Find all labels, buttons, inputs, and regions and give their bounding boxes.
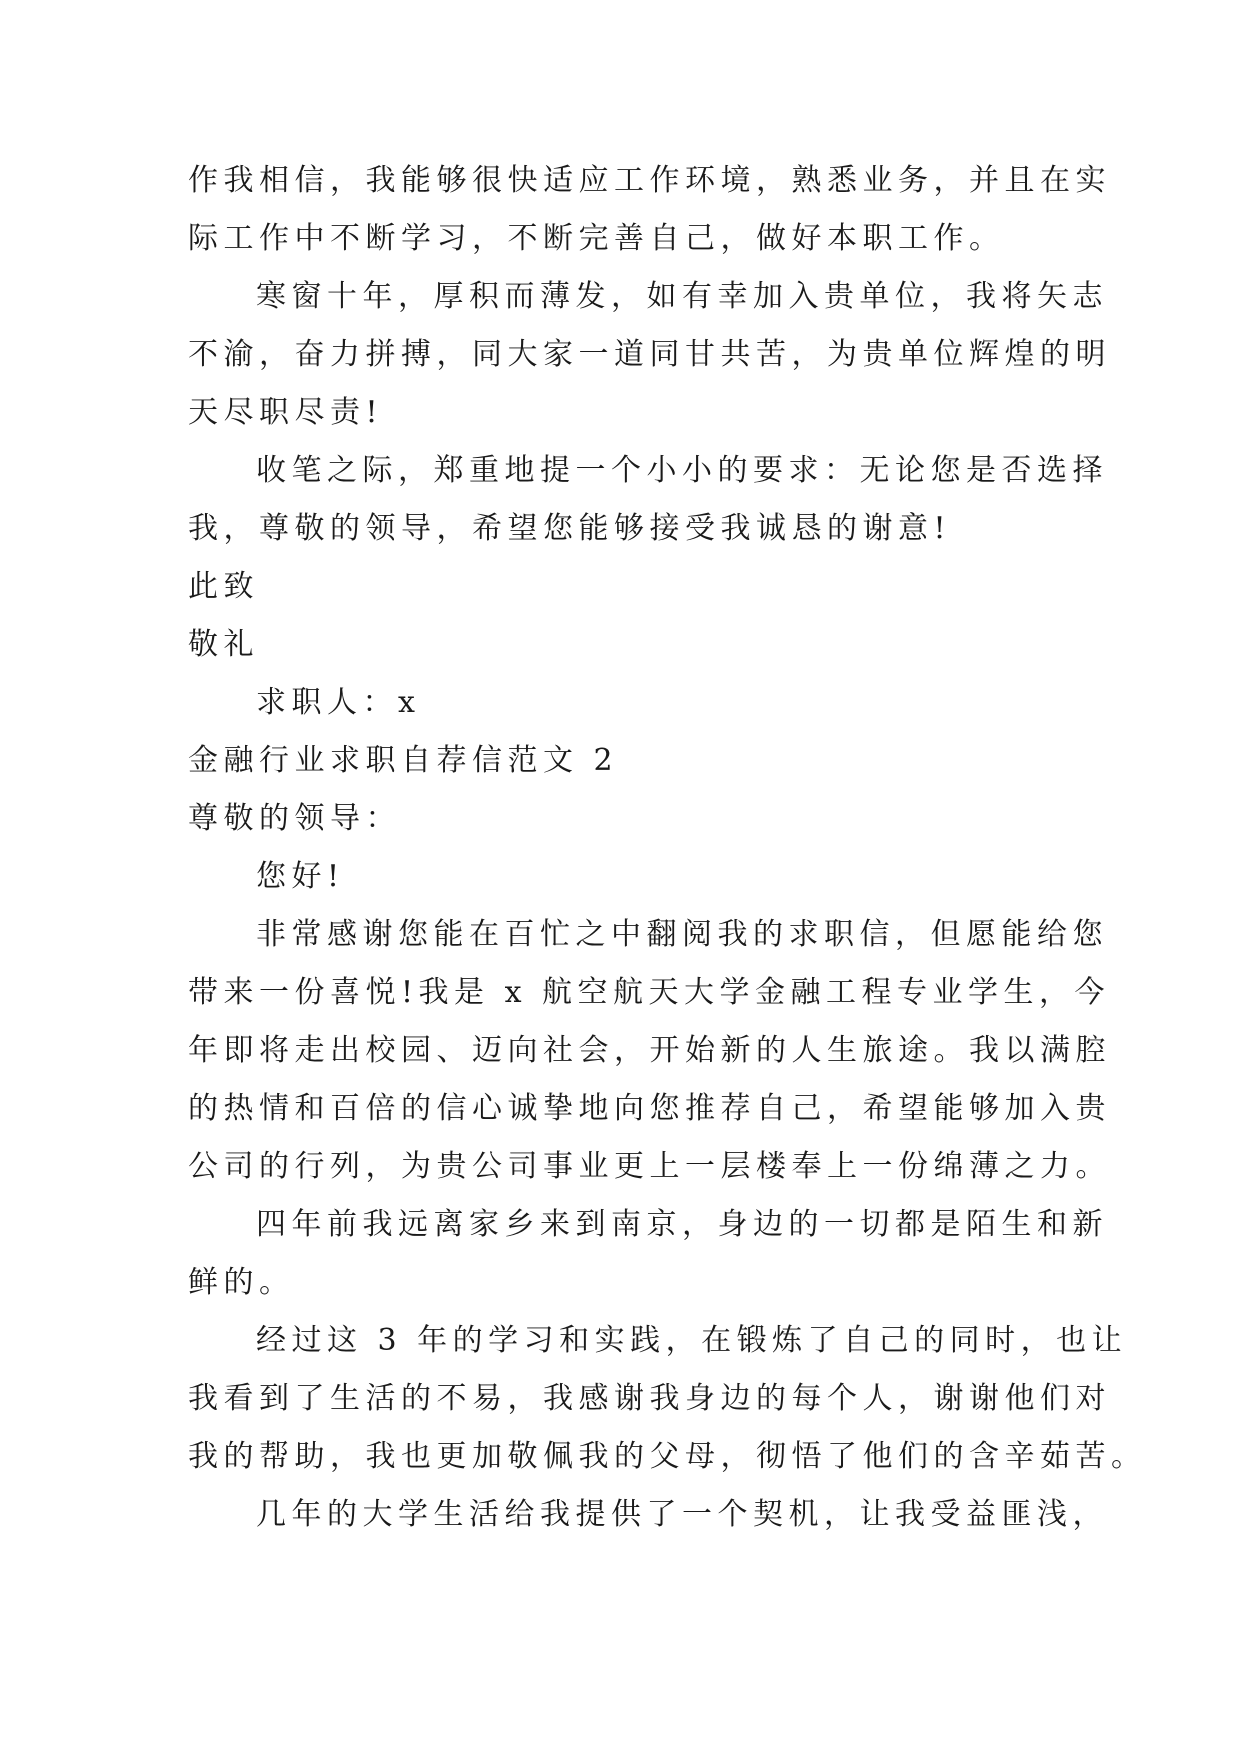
text-line: 带来一份喜悦!我是 x 航空航天大学金融工程专业学生，今 bbox=[188, 975, 1111, 1010]
text-line: 四年前我远离家乡来到南京，身边的一切都是陌生和新 bbox=[256, 1207, 1108, 1242]
text-line: 我看到了生活的不易，我感谢我身边的每个人，谢谢他们对 bbox=[188, 1381, 1111, 1416]
text-line: 非常感谢您能在百忙之中翻阅我的求职信，但愿能给您 bbox=[256, 917, 1108, 952]
text-line: 不渝，奋力拼搏，同大家一道同甘共苦，为贵单位辉煌的明 bbox=[188, 337, 1111, 372]
text-line: 我的帮助，我也更加敬佩我的父母，彻悟了他们的含辛茹苦。 bbox=[188, 1439, 1147, 1474]
text-line: 您好! bbox=[256, 859, 345, 894]
text-line: 此致 bbox=[188, 569, 259, 604]
text-line: 公司的行列，为贵公司事业更上一层楼奉上一份绵薄之力。 bbox=[188, 1149, 1111, 1184]
document-body bbox=[188, 152, 1147, 1544]
text-line: 鲜的。 bbox=[188, 1265, 295, 1300]
text-line: 几年的大学生活给我提供了一个契机，让我受益匪浅， bbox=[256, 1497, 1108, 1532]
text-line: 的热情和百倍的信心诚挚地向您推荐自己，希望能够加入贵 bbox=[188, 1091, 1111, 1126]
text-line: 作我相信，我能够很快适应工作环境，熟悉业务，并且在实 bbox=[188, 163, 1111, 198]
text-line: 敬礼 bbox=[188, 627, 259, 662]
text-line: 求职人：x bbox=[256, 685, 421, 720]
text-line: 际工作中不断学习，不断完善自己，做好本职工作。 bbox=[188, 221, 1005, 256]
text-line: 寒窗十年，厚积而薄发，如有幸加入贵单位，我将矢志 bbox=[256, 279, 1108, 314]
text-line: 天尽职尽责! bbox=[188, 395, 384, 430]
text-line: 收笔之际，郑重地提一个小小的要求：无论您是否选择 bbox=[256, 453, 1108, 488]
text-line: 尊敬的领导： bbox=[188, 801, 401, 836]
text-line: 金融行业求职自荐信范文 2 bbox=[188, 743, 619, 778]
text-line: 经过这 3 年的学习和实践，在锻炼了自己的同时，也让 bbox=[256, 1323, 1128, 1358]
text-line: 我，尊敬的领导，希望您能够接受我诚恳的谢意! bbox=[188, 511, 952, 546]
text-line: 年即将走出校园、迈向社会，开始新的人生旅途。我以满腔 bbox=[188, 1033, 1111, 1068]
